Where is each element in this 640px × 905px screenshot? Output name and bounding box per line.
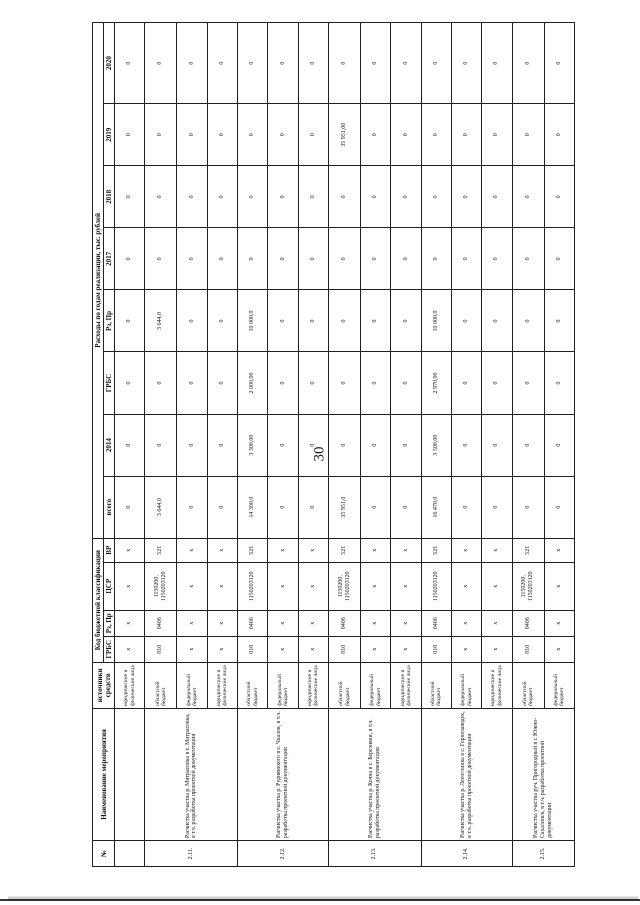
header-expense-group: Расходы по годам реализации, тыс. рублей bbox=[93, 23, 104, 539]
code-csr: x bbox=[268, 562, 298, 610]
expense-value: 0 bbox=[451, 228, 481, 290]
expense-value: 0 bbox=[421, 104, 451, 166]
expense-value: 0 bbox=[298, 290, 328, 352]
expense-value: 0 bbox=[451, 414, 481, 476]
expense-value: 0 bbox=[238, 228, 268, 290]
expense-value: 0 bbox=[207, 352, 237, 414]
table-row bbox=[145, 23, 177, 867]
header-vr: ВР bbox=[104, 538, 115, 562]
code-vr: x bbox=[268, 538, 298, 562]
code-rzpr: x bbox=[391, 610, 421, 636]
expense-value: 0 bbox=[544, 23, 574, 104]
expense-value: 0 bbox=[512, 228, 544, 290]
header-sources: источники средств bbox=[93, 662, 115, 708]
header-year: 2017 bbox=[104, 228, 115, 290]
expense-value: 0 bbox=[207, 166, 237, 228]
funding-source: юридические и физические лица bbox=[298, 662, 328, 708]
expense-value: 0 bbox=[361, 228, 391, 290]
expense-value: 0 bbox=[451, 476, 481, 538]
expense-value: 0 bbox=[115, 352, 145, 414]
expense-value: 0 bbox=[421, 228, 451, 290]
header-total: всего bbox=[104, 476, 115, 538]
expense-value: 0 bbox=[361, 290, 391, 352]
expense-value: 0 bbox=[177, 290, 207, 352]
funding-source: юридические и физические лица bbox=[115, 662, 145, 708]
expense-value: 3 644,0 bbox=[145, 476, 177, 538]
expense-value: 0 bbox=[238, 23, 268, 104]
code-rzpr: x bbox=[177, 610, 207, 636]
expense-value: 14 300,0 bbox=[238, 476, 268, 538]
header-num: № bbox=[93, 840, 115, 866]
expense-value: 0 bbox=[328, 228, 360, 290]
code-vr: 521 bbox=[328, 538, 360, 562]
code-rzpr: 0406 bbox=[421, 610, 451, 636]
expense-value: 0 bbox=[482, 228, 512, 290]
expense-value: 0 bbox=[145, 166, 177, 228]
code-grbs: x bbox=[268, 636, 298, 662]
expense-value: 0 bbox=[177, 104, 207, 166]
code-vr: x bbox=[207, 538, 237, 562]
expense-value: 0 bbox=[328, 23, 360, 104]
header-csr: ЦСР bbox=[104, 562, 115, 610]
row-number bbox=[115, 840, 145, 866]
page-number-text: 30 bbox=[311, 446, 328, 462]
row-number: 2.12. bbox=[238, 840, 329, 866]
expense-value: 0 bbox=[482, 166, 512, 228]
code-vr: 521 bbox=[512, 538, 544, 562]
code-grbs: x bbox=[298, 636, 328, 662]
code-rzpr: x bbox=[451, 610, 481, 636]
expense-value: 0 bbox=[298, 414, 328, 476]
row-number: 2.15. bbox=[512, 840, 574, 866]
expense-value: 0 bbox=[268, 104, 298, 166]
code-rzpr: 0406 bbox=[512, 610, 544, 636]
expense-value: 0 bbox=[391, 290, 421, 352]
expense-value: 0 bbox=[391, 476, 421, 538]
expense-value: 0 bbox=[177, 228, 207, 290]
expense-value: 0 bbox=[207, 23, 237, 104]
code-rzpr: x bbox=[207, 610, 237, 636]
code-csr: 1150203120 bbox=[421, 562, 451, 610]
page-bottom-rule bbox=[0, 899, 640, 901]
code-grbs: x bbox=[482, 636, 512, 662]
expense-value: 0 bbox=[512, 476, 544, 538]
code-grbs: x bbox=[177, 636, 207, 662]
activity-name: Расчистка участка руч. Пригородный в г. Южно-Сахалинск, в т.ч. разработка проектной документации bbox=[512, 708, 574, 840]
expense-value: 0 bbox=[268, 228, 298, 290]
expense-value: 0 bbox=[298, 166, 328, 228]
code-rzpr: x bbox=[115, 610, 145, 636]
expense-value: 35 951,00 bbox=[328, 104, 360, 166]
funding-source: областной бюджет bbox=[421, 662, 451, 708]
expense-value: 0 bbox=[115, 290, 145, 352]
code-rzpr: 0406 bbox=[328, 610, 360, 636]
expense-value: 0 bbox=[361, 23, 391, 104]
expense-value: 0 bbox=[328, 352, 360, 414]
code-rzpr: x bbox=[361, 610, 391, 636]
expense-value: 0 bbox=[391, 104, 421, 166]
table-row bbox=[421, 23, 451, 867]
expense-value: 0 bbox=[268, 414, 298, 476]
expense-value: 2 000,00 bbox=[238, 352, 268, 414]
code-rzpr: x bbox=[298, 610, 328, 636]
header-year: 2020 bbox=[104, 23, 115, 104]
funding-source: федеральный бюджет bbox=[268, 662, 298, 708]
code-rzpr: x bbox=[268, 610, 298, 636]
table-row bbox=[115, 23, 145, 867]
expense-value: 0 bbox=[177, 166, 207, 228]
expense-value: 0 bbox=[328, 166, 360, 228]
expense-value: 2 970,00 bbox=[421, 352, 451, 414]
expense-value: 0 bbox=[512, 166, 544, 228]
budget-table bbox=[92, 22, 575, 867]
expense-value: 0 bbox=[451, 166, 481, 228]
expense-value: 0 bbox=[544, 414, 574, 476]
funding-source: областной бюджет bbox=[512, 662, 544, 708]
code-csr: x bbox=[482, 562, 512, 610]
budget-table-container bbox=[92, 22, 575, 867]
expense-value: 0 bbox=[268, 23, 298, 104]
expense-value: 3 500,00 bbox=[421, 414, 451, 476]
expense-value: 0 bbox=[482, 290, 512, 352]
code-grbs: x bbox=[115, 636, 145, 662]
expense-value: 0 bbox=[268, 352, 298, 414]
activity-name: Расчистка участка р. Митрасовка в с. Митрасовка, в т.ч. разработка проектной документации bbox=[145, 708, 238, 840]
code-vr: x bbox=[482, 538, 512, 562]
expense-value: 0 bbox=[482, 104, 512, 166]
row-number: 2.11. bbox=[145, 840, 238, 866]
expense-value: 0 bbox=[512, 352, 544, 414]
expense-value: 0 bbox=[451, 104, 481, 166]
code-vr: 521 bbox=[145, 538, 177, 562]
code-csr: 1150203120 bbox=[238, 562, 268, 610]
expense-value: 0 bbox=[207, 290, 237, 352]
code-grbs: x bbox=[207, 636, 237, 662]
expense-value: 0 bbox=[298, 104, 328, 166]
code-grbs: 010 bbox=[421, 636, 451, 662]
code-rzpr: 0406 bbox=[145, 610, 177, 636]
expense-value: 0 bbox=[391, 23, 421, 104]
code-vr: x bbox=[361, 538, 391, 562]
expense-value: 0 bbox=[145, 414, 177, 476]
expense-value: 0 bbox=[268, 166, 298, 228]
table-row bbox=[328, 23, 360, 867]
expense-value: 0 bbox=[115, 104, 145, 166]
code-grbs: x bbox=[391, 636, 421, 662]
expense-value: 0 bbox=[544, 228, 574, 290]
expense-value: 35 951,0 bbox=[328, 476, 360, 538]
header-year: 2014 bbox=[104, 414, 115, 476]
header-name: Наименование мероприятия bbox=[93, 708, 115, 840]
code-csr: 1150200, 1150203120 bbox=[145, 562, 177, 610]
activity-name: Расчистка участка р. Лесоглинка в с. Горнозаводск, в т.ч. разработка проектной документации bbox=[421, 708, 512, 840]
expense-value: 0 bbox=[207, 476, 237, 538]
expense-value: 0 bbox=[482, 476, 512, 538]
expense-value: 3 300,00 bbox=[238, 414, 268, 476]
code-vr: x bbox=[544, 538, 574, 562]
expense-value: 0 bbox=[207, 228, 237, 290]
row-number: 2.13. bbox=[328, 840, 421, 866]
expense-value: 0 bbox=[361, 352, 391, 414]
code-csr: x bbox=[451, 562, 481, 610]
expense-value: 0 bbox=[145, 228, 177, 290]
header-year: 2019 bbox=[104, 104, 115, 166]
code-grbs: x bbox=[361, 636, 391, 662]
expense-value: 0 bbox=[177, 414, 207, 476]
header-row-1 bbox=[93, 23, 104, 867]
header-code-group: Код бюджетной классификации bbox=[93, 538, 104, 662]
expense-value: 0 bbox=[268, 476, 298, 538]
code-vr: x bbox=[115, 538, 145, 562]
code-grbs: 010 bbox=[328, 636, 360, 662]
header-year: Рз, Пр bbox=[104, 290, 115, 352]
code-grbs: 010 bbox=[145, 636, 177, 662]
expense-value: 0 bbox=[544, 166, 574, 228]
code-csr: x bbox=[115, 562, 145, 610]
expense-value: 16 470,0 bbox=[421, 476, 451, 538]
expense-value: 0 bbox=[421, 23, 451, 104]
code-csr: 1150200, 1150203120 bbox=[328, 562, 360, 610]
expense-value: 0 bbox=[544, 476, 574, 538]
expense-value: 0 bbox=[361, 166, 391, 228]
expense-value: 0 bbox=[544, 352, 574, 414]
table-row bbox=[512, 23, 544, 867]
expense-value: 3 644,0 bbox=[145, 290, 177, 352]
code-vr: x bbox=[451, 538, 481, 562]
expense-value: 0 bbox=[115, 23, 145, 104]
code-vr: x bbox=[298, 538, 328, 562]
expense-value: 0 bbox=[298, 23, 328, 104]
expense-value: 0 bbox=[298, 476, 328, 538]
expense-value: 0 bbox=[238, 166, 268, 228]
expense-value: 0 bbox=[177, 352, 207, 414]
funding-source: областной бюджет bbox=[238, 662, 268, 708]
activity-name: Расчистка участка р. Руднянского в с. Чкалов, в т.ч. разработка проектной документации bbox=[238, 708, 329, 840]
row-number: 2.14. bbox=[421, 840, 512, 866]
code-rzpr: x bbox=[544, 610, 574, 636]
expense-value: 0 bbox=[361, 414, 391, 476]
code-vr: x bbox=[391, 538, 421, 562]
code-csr: x bbox=[177, 562, 207, 610]
header-rzpr: Рз, Пр bbox=[104, 610, 115, 636]
expense-value: 0 bbox=[512, 23, 544, 104]
expense-value: 0 bbox=[512, 104, 544, 166]
funding-source: областной бюджет bbox=[145, 662, 177, 708]
expense-value: 0 bbox=[361, 476, 391, 538]
expense-value: 0 bbox=[207, 104, 237, 166]
expense-value: 0 bbox=[328, 290, 360, 352]
funding-source: юридические и физические лица bbox=[207, 662, 237, 708]
code-rzpr: 0406 bbox=[238, 610, 268, 636]
expense-value: 0 bbox=[421, 166, 451, 228]
expense-value: 0 bbox=[115, 166, 145, 228]
expense-value: 0 bbox=[207, 414, 237, 476]
expense-value: 0 bbox=[268, 290, 298, 352]
expense-value: 0 bbox=[482, 23, 512, 104]
activity-name: Расчистка участка р. Кочна в с. Березняки, в т.ч. разработка проектной документации bbox=[328, 708, 421, 840]
funding-source: федеральный бюджет bbox=[451, 662, 481, 708]
expense-value: 0 bbox=[238, 104, 268, 166]
expense-value: 0 bbox=[544, 104, 574, 166]
expense-value: 0 bbox=[512, 414, 544, 476]
expense-value: 0 bbox=[544, 290, 574, 352]
expense-value: 0 bbox=[451, 290, 481, 352]
funding-source: юридические и физические лица bbox=[482, 662, 512, 708]
expense-value: 10 000,0 bbox=[238, 290, 268, 352]
code-csr: x bbox=[207, 562, 237, 610]
code-csr: x bbox=[298, 562, 328, 610]
expense-value: 0 bbox=[482, 414, 512, 476]
code-grbs: 010 bbox=[238, 636, 268, 662]
expense-value: 0 bbox=[512, 290, 544, 352]
activity-name bbox=[115, 708, 145, 840]
funding-source: федеральный бюджет bbox=[177, 662, 207, 708]
expense-value: 0 bbox=[145, 104, 177, 166]
expense-value: 0 bbox=[115, 228, 145, 290]
table-header bbox=[93, 23, 115, 867]
expense-value: 0 bbox=[298, 352, 328, 414]
funding-source: федеральный бюджет bbox=[544, 662, 574, 708]
code-csr: x bbox=[361, 562, 391, 610]
expense-value: 0 bbox=[391, 228, 421, 290]
funding-source: федеральный бюджет bbox=[361, 662, 391, 708]
table-row bbox=[238, 23, 268, 867]
expense-value: 0 bbox=[391, 166, 421, 228]
expense-value: 0 bbox=[361, 104, 391, 166]
code-csr: 1150200, 1150203120 bbox=[512, 562, 544, 610]
code-grbs: x bbox=[544, 636, 574, 662]
expense-value: 0 bbox=[391, 414, 421, 476]
code-vr: x bbox=[177, 538, 207, 562]
header-grbs: ГРБС bbox=[104, 636, 115, 662]
code-csr: x bbox=[391, 562, 421, 610]
expense-value: 0 bbox=[391, 352, 421, 414]
expense-value: 0 bbox=[115, 476, 145, 538]
expense-value: 0 bbox=[177, 23, 207, 104]
header-year: 2018 bbox=[104, 166, 115, 228]
code-grbs: x bbox=[451, 636, 481, 662]
funding-source: областной бюджет bbox=[328, 662, 360, 708]
header-year: ГРБС bbox=[104, 352, 115, 414]
code-grbs: 010 bbox=[512, 636, 544, 662]
expense-value: 0 bbox=[177, 476, 207, 538]
table-body bbox=[115, 23, 575, 867]
code-csr: x bbox=[544, 562, 574, 610]
expense-value: 10 000,0 bbox=[421, 290, 451, 352]
code-vr: 521 bbox=[421, 538, 451, 562]
code-vr: 521 bbox=[238, 538, 268, 562]
expense-value: 0 bbox=[451, 23, 481, 104]
expense-value: 0 bbox=[298, 228, 328, 290]
expense-value: 0 bbox=[482, 352, 512, 414]
expense-value: 0 bbox=[115, 414, 145, 476]
expense-value: 0 bbox=[145, 23, 177, 104]
code-rzpr: x bbox=[482, 610, 512, 636]
expense-value: 0 bbox=[145, 352, 177, 414]
funding-source: юридические и физические лица bbox=[391, 662, 421, 708]
expense-value: 0 bbox=[451, 352, 481, 414]
expense-value: 0 bbox=[328, 414, 360, 476]
